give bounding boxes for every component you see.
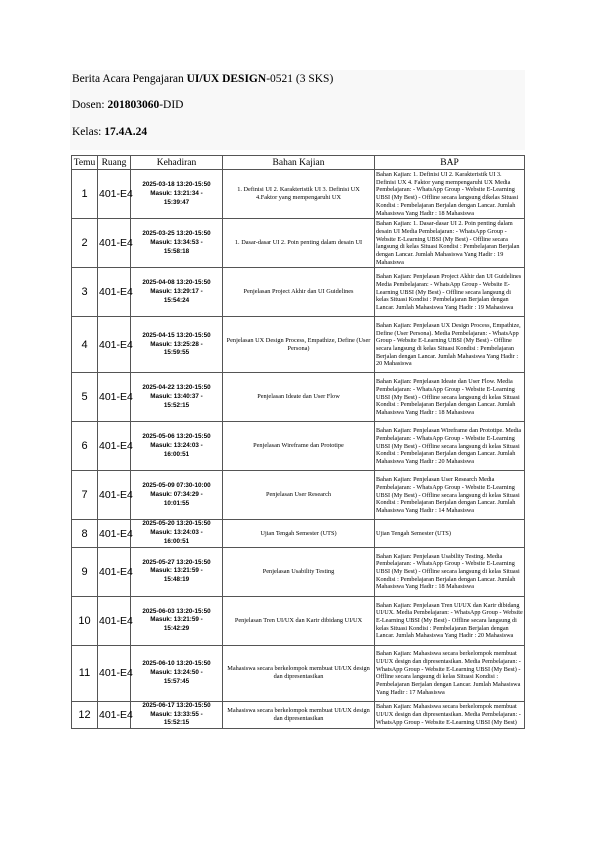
header-bahan-kajian: Bahan Kajian <box>223 156 375 170</box>
cell-ruang: 401-E4 <box>98 422 131 471</box>
kelas-line <box>72 126 147 138</box>
cell-ruang: 401-E4 <box>98 645 131 701</box>
cell-bap: Bahan Kajian: 1. Definisi UI 2. Karakteristik UI 3. Definisi UX 4. Faktor yang mempengaruhi UX Media Pembelajaran: - WhatsApp Group - Website E-Learning UBSI (My Best) - Offline secara langsung dikelas Situasi Kondisi : Pembelajaran Berjalan dengan Lancar. Jumlah Mahasiswa Yang Hadir : 18 Mahasiswa <box>375 170 525 219</box>
kelas-label: Kelas: <box>72 126 102 138</box>
cell-temu: 5 <box>72 373 98 422</box>
table-row <box>72 596 525 645</box>
cell-kehadiran <box>131 422 223 471</box>
kehadiran-masuk: Masuk: 13:25:28 - <box>150 340 203 348</box>
kehadiran-masuk: Masuk: 13:21:59 - <box>150 616 203 624</box>
cell-bap: Bahan Kajian: Penjelasan Project Akhir dan UI Guidelines Media Pembelajaran: - WhatsApp Group - Website E-Learning UBSI (My Best) - Offline secara langsung di kelas Situasi Kondisi : Pembelajaran Berjalan dengan Lancar. Jumlah Mahasiswa Yang Hadir : 19 Mahasiswa <box>375 268 525 317</box>
cell-ruang: 401-E4 <box>98 520 131 547</box>
table-row <box>72 520 525 547</box>
header-kehadiran: Kehadiran <box>131 156 223 170</box>
cell-bahan-kajian: Penjelasan Ideate dan User Flow <box>223 373 375 422</box>
header-bap: BAP <box>375 156 525 170</box>
table-row <box>72 645 525 701</box>
course-name: UI/UX DESIGN <box>186 73 267 85</box>
table-row <box>72 471 525 520</box>
cell-temu: 10 <box>72 596 98 645</box>
kehadiran-keluar: 15:52:15 <box>163 719 190 727</box>
cell-ruang: 401-E4 <box>98 219 131 268</box>
kehadiran-masuk: Masuk: 13:29:17 - <box>150 288 203 296</box>
kehadiran-keluar: 16:00:51 <box>163 538 190 546</box>
cell-bahan-kajian: Penjelasan Usability Testing <box>223 547 375 596</box>
cell-ruang: 401-E4 <box>98 373 131 422</box>
cell-kehadiran <box>131 701 223 728</box>
kehadiran-masuk: Masuk: 13:24:03 - <box>150 442 203 450</box>
attendance-table <box>71 155 525 729</box>
cell-kehadiran <box>131 596 223 645</box>
cell-ruang: 401-E4 <box>98 170 131 219</box>
cell-temu: 8 <box>72 520 98 547</box>
kehadiran-jadwal: 2025-06-17 13:20-15:50 <box>142 701 211 709</box>
kehadiran-masuk: Masuk: 13:24:50 - <box>150 668 203 676</box>
cell-bahan-kajian: Ujian Tengah Semester (UTS) <box>223 520 375 547</box>
cell-kehadiran <box>131 317 223 373</box>
table-row <box>72 219 525 268</box>
kehadiran-keluar: 16:00:51 <box>163 450 190 458</box>
cell-bap: Bahan Kajian: Mahasiswa secara berkelompok membuat UI/UX design dan dipresentasikan. Media Pembelajaran: - WhatsApp Group - Website E-Learning UBSI (My Best) - Offline secara langsung di kelas Situasi Kondisi : Pembelajaran Berjalan dengan Lancar. Jumlah Mahasiswa Yang Hadir : 17 Mahasiswa <box>375 645 525 701</box>
cell-bahan-kajian: Penjelasan User Research <box>223 471 375 520</box>
kehadiran-keluar: 15:42:29 <box>163 625 190 633</box>
kehadiran-keluar: 15:39:47 <box>163 198 190 206</box>
table-row <box>72 170 525 219</box>
table-header-row <box>72 156 525 170</box>
course-code: -0521 (3 SKS) <box>266 73 334 85</box>
kehadiran-masuk: Masuk: 13:21:34 - <box>150 189 203 197</box>
cell-bahan-kajian: Penjelasan Tren UI/UX dan Karir dibidang UI/UX <box>223 596 375 645</box>
kehadiran-jadwal: 2025-04-22 13:20-15:50 <box>142 384 211 392</box>
kehadiran-masuk: Masuk: 13:40:37 - <box>150 393 203 401</box>
kehadiran-masuk: Masuk: 13:33:55 - <box>150 710 203 718</box>
cell-kehadiran <box>131 268 223 317</box>
dosen-code: -DID <box>159 99 184 111</box>
kehadiran-jadwal: 2025-04-08 13:20-15:50 <box>142 279 211 287</box>
kehadiran-masuk: Masuk: 13:34:53 - <box>150 238 203 246</box>
cell-bahan-kajian: Mahasiswa secara berkelompok membuat UI/UX design dan dipresentasikan <box>223 645 375 701</box>
table-row <box>72 701 525 728</box>
kehadiran-keluar: 15:52:15 <box>163 401 190 409</box>
cell-bahan-kajian: 1. Dasar-dasar UI 2. Poin penting dalam desain UI <box>223 219 375 268</box>
kehadiran-jadwal: 2025-05-27 13:20-15:50 <box>142 558 211 566</box>
kehadiran-masuk: Masuk: 07:34:29 - <box>150 491 203 499</box>
cell-temu: 6 <box>72 422 98 471</box>
cell-temu: 4 <box>72 317 98 373</box>
cell-kehadiran <box>131 645 223 701</box>
header-ruang: Ruang <box>98 156 131 170</box>
kehadiran-keluar: 15:48:19 <box>163 576 190 584</box>
kehadiran-masuk: Masuk: 13:24:03 - <box>150 529 203 537</box>
kehadiran-keluar: 15:58:18 <box>163 247 190 255</box>
cell-bap: Ujian Tengah Semester (UTS) <box>375 520 525 547</box>
cell-ruang: 401-E4 <box>98 596 131 645</box>
kehadiran-jadwal: 2025-03-25 13:20-15:50 <box>142 230 211 238</box>
dosen-label: Dosen: <box>72 99 105 111</box>
cell-bap: Bahan Kajian: Penjelasan User Research Media Pembelajaran: - WhatsApp Group - Website E-Learning UBSI (My Best) - Offline secara langsung di kelas Situasi Kondisi : Pembelajaran Berjalan dengan Lancar. Jumlah Mahasiswa Yang Hadir : 14 Mahasiswa <box>375 471 525 520</box>
kehadiran-jadwal: 2025-06-10 13:20-15:50 <box>142 660 211 668</box>
kehadiran-jadwal: 2025-04-15 13:20-15:50 <box>142 331 211 339</box>
table-row <box>72 422 525 471</box>
cell-ruang: 401-E4 <box>98 317 131 373</box>
cell-kehadiran <box>131 471 223 520</box>
kelas-value: 17.4A.24 <box>104 126 148 138</box>
kehadiran-masuk: Masuk: 13:21:59 - <box>150 567 203 575</box>
kehadiran-keluar: 10:01:55 <box>163 499 190 507</box>
cell-temu: 2 <box>72 219 98 268</box>
dosen-id: 201803060 <box>107 99 160 111</box>
cell-bap: Bahan Kajian: 1. Dasar-dasar UI 2. Poin penting dalam desain UI Media Pembelajaran: - WhatsApp Group - Website E-Learning UBSI (My Best) - Offline secara langsung di kelas Situasi Kondisi : Pembelajaran Berjalan dengan Lancar. Jumlah Mahasiswa Yang Hadir : 19 Mahasiswa <box>375 219 525 268</box>
kehadiran-jadwal: 2025-03-18 13:20-15:50 <box>142 180 211 188</box>
cell-kehadiran <box>131 547 223 596</box>
cell-bahan-kajian: Penjelasan Wireframe dan Prototipe <box>223 422 375 471</box>
cell-kehadiran <box>131 520 223 547</box>
cell-ruang: 401-E4 <box>98 547 131 596</box>
cell-ruang: 401-E4 <box>98 471 131 520</box>
cell-temu: 12 <box>72 701 98 728</box>
cell-bap: Bahan Kajian: Penjelasan Tren UI/UX dan Karir dibidang UI/UX. Media Pembelajaran: - WhatsApp Group - Website E-Learning UBSI (My Best) - Offline secara langsung di kelas Situasi Kondisi : Pembelajaran Berjalan dengan Lancar. Jumlah Mahasiswa Yang Hadir : 20 Mahasiswa <box>375 596 525 645</box>
cell-temu: 7 <box>72 471 98 520</box>
cell-kehadiran <box>131 373 223 422</box>
cell-bap: Bahan Kajian: Penjelasan Ideate dan User Flow. Media Pembelajaran: - WhatsApp Group - Website E-Learning UBSI (My Best) - Offline secara langsung di kelas Situasi Kondisi : Pembelajaran Berjalan dengan Lancar. Jumlah Mahasiswa Yang Hadir : 18 Mahasiswa <box>375 373 525 422</box>
document-title <box>72 73 333 85</box>
cell-bahan-kajian: Mahasiswa secara berkelompok membuat UI/UX design dan dipresentasikan <box>223 701 375 728</box>
cell-bap: Bahan Kajian: Penjelasan Wireframe dan Prototipe. Media Pembelajaran: - WhatsApp Group - Website E-Learning UBSI (My Best) - Offline secara langsung di kelas Situasi Kondisi : Pembelajaran Berjalan dengan Lancar. Jumlah Mahasiswa Yang Hadir : 20 Mahasiswa <box>375 422 525 471</box>
kehadiran-keluar: 15:59:55 <box>163 349 190 357</box>
kehadiran-jadwal: 2025-05-20 13:20-15:50 <box>142 520 211 528</box>
kehadiran-jadwal: 2025-06-03 13:20-15:50 <box>142 607 211 615</box>
cell-bap: Bahan Kajian: Mahasiswa secara berkelompok membuat UI/UX design dan dipresentasikan. Media Pembelajaran: - WhatsApp Group - Website E-Learning UBSI (My Best) <box>375 701 525 728</box>
cell-temu: 3 <box>72 268 98 317</box>
cell-temu: 9 <box>72 547 98 596</box>
cell-bap: Bahan Kajian: Penjelasan Usability Testing. Media Pembelajaran: - WhatsApp Group - Website E-Learning UBSI (My Best) - Offline secara langsung di kelas Situasi Kondisi : Pembelajaran Berjalan dengan Lancar. Jumlah Mahasiswa Yang Hadir : 18 Mahasiswa <box>375 547 525 596</box>
table-row <box>72 317 525 373</box>
cell-kehadiran <box>131 219 223 268</box>
cell-kehadiran <box>131 170 223 219</box>
cell-bap: Bahan Kajian: Penjelasan UX Design Process, Empathize, Define (User Persona). Media Pembelajaran: - WhatsApp Group - Website E-Learning UBSI (My Best) - Offline secara langsung di kelas Situasi Kondisi : Pembelajaran Berjalan dengan Lancar. Jumlah Mahasiswa Yang Hadir : 20 Mahasiswa <box>375 317 525 373</box>
table-row <box>72 373 525 422</box>
table-row <box>72 547 525 596</box>
cell-bahan-kajian: 1. Definisi UI 2. Karakteristik UI 3. Definisi UX 4.Faktor yang mempengaruhi UX <box>223 170 375 219</box>
cell-temu: 11 <box>72 645 98 701</box>
header-temu: Temu <box>72 156 98 170</box>
cell-bahan-kajian: Penjelasan Project Akhir dan UI Guidelines <box>223 268 375 317</box>
kehadiran-keluar: 15:57:45 <box>163 677 190 685</box>
table-body <box>72 170 525 729</box>
cell-ruang: 401-E4 <box>98 701 131 728</box>
kehadiran-jadwal: 2025-05-09 07:30-10:00 <box>142 482 211 490</box>
cell-temu: 1 <box>72 170 98 219</box>
table-row <box>72 268 525 317</box>
document-header <box>70 70 525 150</box>
kehadiran-jadwal: 2025-05-06 13:20-15:50 <box>142 433 211 441</box>
title-prefix: Berita Acara Pengajaran <box>72 73 184 85</box>
kehadiran-keluar: 15:54:24 <box>163 296 190 304</box>
cell-ruang: 401-E4 <box>98 268 131 317</box>
dosen-line <box>72 99 184 111</box>
cell-bahan-kajian: Penjelasan UX Design Process, Empathize, Define (User Persona) <box>223 317 375 373</box>
